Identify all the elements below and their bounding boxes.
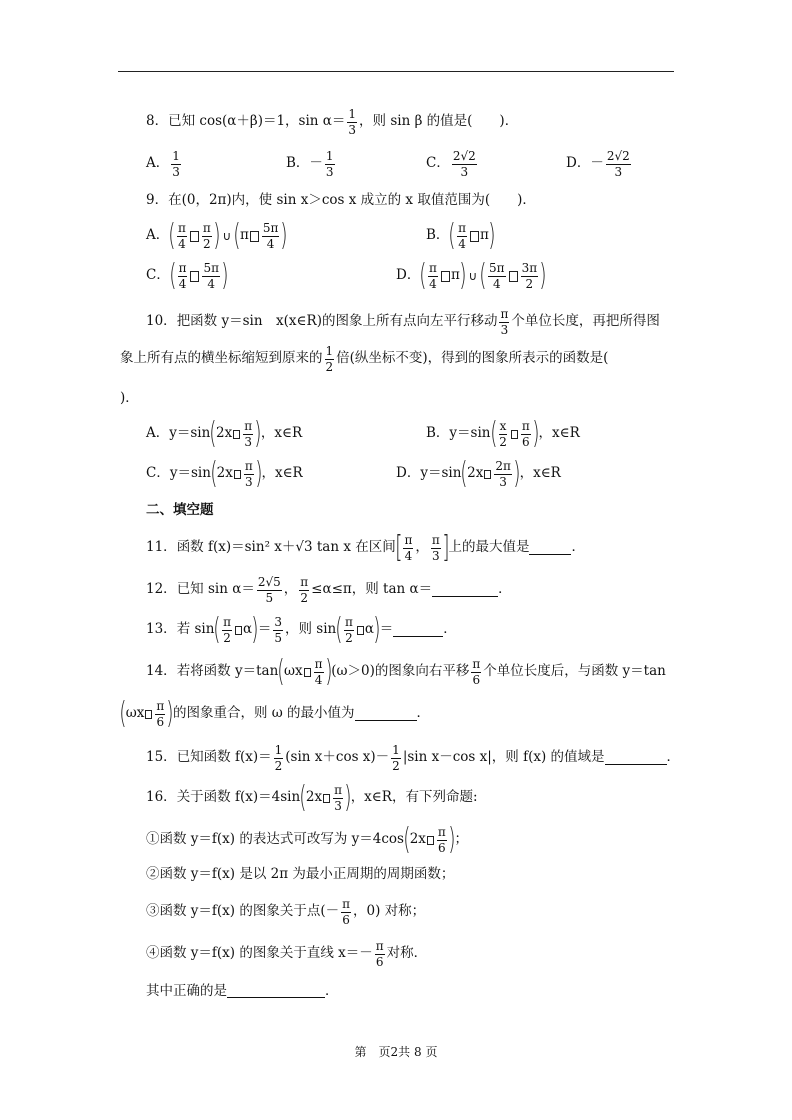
q10-option-b: B． y＝sin ( $\frac{x}{2}$ $\frac{\pi}{6}$ ) ，x∈R: [426, 416, 580, 452]
question-number: 13．: [146, 621, 177, 638]
header-rule: [118, 71, 674, 72]
question-10-stem-line3: )．: [120, 390, 139, 406]
question-8-stem: [146, 108, 518, 136]
answer-blank: [393, 624, 443, 637]
question-10-stem-line2: 象上所有点的横坐标缩短到原来的 $\frac{1}{2}$ 倍(纵坐标不变)，得到的图象所表示的函数是(: [120, 344, 609, 374]
question-number: 9．: [146, 192, 169, 208]
q8-option-a: A． $\frac{1}{3}$: [146, 149, 180, 179]
question-12: 12． 已知 sin α＝ $\frac{2√5}{5}$ ， $\frac{\pi}{2}$ ≤α≤π，则 tan α＝ ．: [146, 575, 512, 605]
q10-option-a: A． y＝sin ( 2x $\frac{\pi}{3}$ ) ，x∈R: [146, 416, 303, 452]
stem-text: 象上所有点的横坐标缩短到原来的: [120, 350, 323, 367]
stem-text: 把函数 y＝sin x(x∈R)的图象上所有点向左平行移动: [176, 313, 498, 330]
question-number: 8．: [146, 113, 169, 130]
question-number: 15．: [146, 749, 177, 766]
stem-text: 个单位长度，再把所得图: [511, 313, 660, 330]
question-14-line2: ( ωx $\frac{\pi}{6}$ ) 的图象重合，则 ω 的最小值为 ．: [119, 696, 431, 732]
answer-blank: [529, 542, 571, 555]
q9-option-a: A． ( $\frac{\pi}{4}$ $\frac{\pi}{2}$ ) ∪ ( π $\frac{5\pi}{4}$ ): [146, 218, 288, 254]
q9-option-c: C． ( $\frac{\pi}{4}$ $\frac{5\pi}{4}$ ): [146, 258, 229, 294]
stem-text: 已知 cos(α＋β)＝1，sin α＝: [168, 113, 346, 130]
q16-answer-line: 其中正确的是 ．: [146, 983, 339, 999]
question-11: 11． 函数 f(x)＝sin² x＋√3 tan x 在区间 [ $\frac{\pi}{4}$ ， $\frac{\pi}{3}$ ] 上的最大值是 ．: [146, 530, 585, 566]
q16-statement-1: ①函数 y＝f(x) 的表达式可改写为 y＝4cos ( 2x $\frac{\pi}{6}$ ) ；: [146, 822, 469, 858]
q16-statement-2: ②函数 y＝f(x) 是以 2π 为最小正周期的周期函数；: [146, 866, 455, 882]
section-heading: 二、填空题: [146, 502, 214, 518]
q10-option-c: C． y＝sin ( 2x $\frac{\pi}{3}$ ) ，x∈R: [146, 456, 303, 492]
q9-option-d: D． ( $\frac{\pi}{4}$ π ) ∪ ( $\frac{5\pi}{4}$ $\frac{3\pi}{2}$ ): [396, 258, 547, 294]
q8-option-d: D． － $\frac{2√2}{3}$: [566, 149, 630, 179]
question-number: 14．: [146, 663, 177, 680]
q9-option-b: B． ( $\frac{\pi}{4}$ π ): [426, 218, 496, 254]
answer-blank: [432, 584, 498, 597]
question-16-stem: 16． 关于函数 f(x)＝4sin ( 2x $\frac{\pi}{3}$ ) ，x∈R，有下列命题:: [146, 780, 478, 816]
question-14-line1: 14． 若将函数 y＝tan ( ωx $\frac{\pi}{4}$ ) (ω＞0)的图象向右平移 $\frac{\pi}{6}$ 个单位长度后，与函数 y＝tan: [146, 654, 666, 690]
fraction: $\frac{1}{3}$: [348, 107, 357, 137]
q16-statement-3: ③函数 y＝f(x) 的图象关于点(－ $\frac{\pi}{6}$ ，0) 对称；: [146, 897, 426, 927]
q16-statement-4: ④函数 y＝f(x) 的图象关于直线 x＝－ $\frac{\pi}{6}$ 对称．: [146, 939, 428, 969]
question-number: 10．: [146, 313, 177, 330]
question-13: 13． 若 sin ( $\frac{\pi}{2}$ α ) ＝ $\frac{3}{5}$ ，则 sin ( $\frac{\pi}{2}$ α ) ＝ ．: [146, 612, 457, 648]
question-number: 11．: [146, 539, 177, 556]
question-15: 15． 已知函数 f(x)＝ $\frac{1}{2}$ (sin x＋cos x)－ $\frac{1}{2}$ |sin x－cos x|，则 f(x) 的值域是 ．: [146, 743, 681, 773]
page-footer: 第 页2共 8 页: [354, 1045, 438, 1059]
answer-blank: [355, 708, 417, 721]
q8-option-b: B． － $\frac{1}{3}$: [286, 149, 334, 179]
stem-text: 在(0，2π)内，使 sin x＞cos x 成立的 x 取值范围为( )．: [168, 192, 536, 208]
question-number: 12．: [146, 581, 177, 598]
stem-text: 倍(纵坐标不变)，得到的图象所表示的函数是(: [336, 350, 609, 367]
question-10-stem-line1: 10． 把函数 y＝sin x(x∈R)的图象上所有点向左平行移动 $\frac{\pi}{3}$ 个单位长度，再把所得图: [146, 307, 660, 337]
q10-option-d: D． y＝sin ( 2x $\frac{2\pi}{3}$ ) ，x∈R: [396, 456, 561, 492]
answer-blank: [605, 752, 667, 765]
q8-option-c: C． $\frac{2√2}{3}$: [426, 149, 476, 179]
answer-blank: [227, 985, 325, 998]
stem-text: ，则 sin β 的值是( )．: [359, 113, 519, 130]
question-9-stem: [146, 194, 536, 208]
question-number: 16．: [146, 789, 177, 806]
